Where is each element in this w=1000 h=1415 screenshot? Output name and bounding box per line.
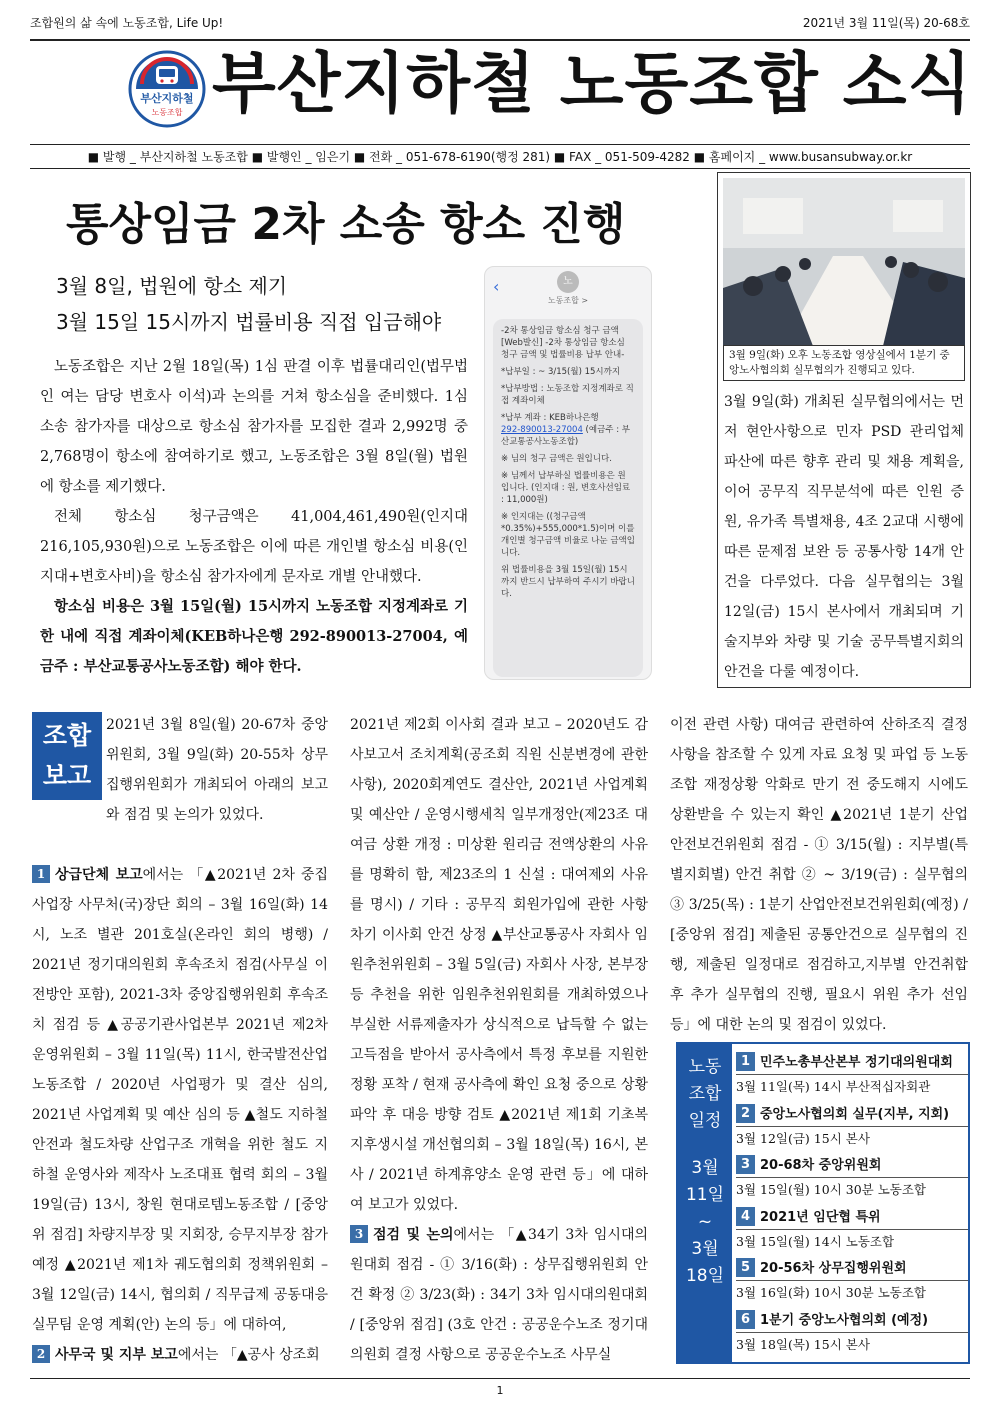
section-body-1: 에서는 「▲2021년 2차 중집 사업장 사무처(국)장단 회의 – 3월 16일(화) 14시, 노조 별관 201호실(온라인 회의 병행) / 2021년 정기대의원회 후속조치 점검(사무실 이전방안 포함), 2021-3차 중앙집행위원회 후속조치 점검 등 ▲공공기관사업본부 2021년 제2차 운영위원회 – 3월 11일(목) 11시, 한국발전산업노동조합 / 2020년 사업평가 및 결산 심의, 2021년 사업계획 및 예산 심의 등 ▲철도 지하철 안전과 철도차량 산업구조 개혁을 위한 철도 지하철 운영사와 제작사 노조대표 협력 회의 – 3월 19일(금) 13시, 창원 현대로템노동조합 / [중앙위 점검] 차량지부장 및 지회장, 승무지부장 참가 예정 ▲2021년 제1차 궤도협의회 정책위원회 – 3월 12일(금) 14시, 협의회 / 직무급제 공동대응 실무팀 운영 계획(안) 논의 등」에 대하여, xyxy=(32,867,328,1333)
section-body-3: 에서는 「▲34기 3차 임시대의원대회 점검 - ① 3/16(화) : 상무집행위원회 안건 확정 ② 3/23(화) : 34기 3차 임시대의원대회 / [중앙위 점검] (3호 안건 : 공공운수노조 정기대의원회 결정 사항으로 공공운수노조 사무실 xyxy=(350,1227,648,1363)
bottom-rule xyxy=(30,1378,970,1379)
publication-info: ■ 발행 _ 부산지하철 노동조합 ■ 발행인 _ 임은기 ■ 전화 _ 051-678-6190(행정 281) ■ FAX _ 051-509-4282 ■ 홈페이지 _ www.busansubway.or.kr xyxy=(30,144,970,169)
schedule-item xyxy=(736,1310,968,1362)
schedule-title: 중앙노사협의회 실무(지부, 지회) xyxy=(760,1106,950,1122)
sms-line: *납부 계좌 : KEB하나은행 xyxy=(501,413,599,423)
column-2-text: 2021년 제2회 이사회 결과 보고 – 2020년도 감사보고서 조치계획(공조회 직원 신분변경에 관한 사항), 2020회계연도 결산안, 2021년 사업계획 및 예산안 / 운영시행세칙 일부개정안(제23조 대여금 상환 개정 : 미상환 원리금 전액상환의 사유를 명확히 함, 제23조의 1 신설 : 대여제외 사유를 명시) / 기타 : 공무직 회원가입에 관한 사항 차기 이사회 안건 상정 ▲부산교통공사 자회사 임원추천위원회 – 3월 5일(금) 자회사 사장, 본부장 등 추천을 위한 임원추천위원회를 개최하였으나 부실한 서류제출자가 상식적으로 납득할 수 없는 고득점을 받아서 공사측에서 특정 후보를 지원한 정황 포착 / 현재 공사측에 확인 요청 중으로 상황 파악 후 대응 방향 검토 ▲2021년 제1회 기초복지후생시설 개선협의회 – 3월 18일(목) 16시, 본사 / 2021년 하계휴양소 운영 관련 등」에 대하여 보고가 있었다. xyxy=(350,717,648,1213)
section-title-1: 상급단체 보고 xyxy=(55,867,143,883)
union-schedule xyxy=(676,1042,970,1364)
schedule-detail: 3월 15일(월) 10시 30분 노동조합 xyxy=(736,1182,926,1197)
schedule-date: 18일 xyxy=(685,1266,725,1286)
sms-line: ※ 인지대는 ((청구금액*0.35%)+555,000*1.5)이며 이를 개인별 청구금액 비율로 나눈 금액입니다. xyxy=(501,512,635,558)
schedule-label: 일정 xyxy=(688,1111,722,1131)
schedule-title: 20-68차 중앙위원회 xyxy=(760,1158,882,1173)
report-label-1: 조합 xyxy=(42,721,92,750)
section-number-3: 3 xyxy=(350,1225,368,1243)
schedule-list xyxy=(736,1052,968,1361)
schedule-number: 6 xyxy=(736,1310,755,1329)
sms-line: ※ 님의 청구 금액은 원입니다. xyxy=(501,454,612,464)
headline: 통상임금 2차 소송 항소 진행 xyxy=(66,199,626,250)
account-link[interactable]: 292-890013-27004 xyxy=(501,425,583,435)
sms-bubble xyxy=(493,319,643,677)
section-title-3: 점검 및 논의 xyxy=(373,1227,454,1243)
lead-paragraph-2: 전체 항소심 청구금액은 41,004,461,490원(인지대 216,105,930원)으로 노동조합은 이에 따른 개인별 항소심 비용(인지대+변호사비)을 항소심 참가자에게 문자로 개별 안내했다. xyxy=(40,509,468,585)
schedule-item xyxy=(736,1207,968,1259)
logo-text-top: 부산지하철 xyxy=(140,92,194,105)
schedule-title: 20-56차 상무집행위원회 xyxy=(760,1261,907,1276)
schedule-item xyxy=(736,1155,968,1207)
schedule-date: 3월 xyxy=(691,1158,719,1178)
schedule-title: 2021년 임단협 특위 xyxy=(760,1209,881,1225)
schedule-title: 민주노총부산본부 정기대의원대회 xyxy=(760,1055,953,1070)
report-intro: 2021년 3월 8일(월) 20-67차 중앙위원회, 3월 9일(화) 20-55차 상무집행위원회가 개최되어 아래의 보고와 점검 및 논의가 있었다. xyxy=(106,717,328,823)
schedule-detail: 3월 12일(금) 15시 본사 xyxy=(736,1130,870,1146)
schedule-detail: 3월 16일(화) 10시 30분 노동조합 xyxy=(736,1285,926,1300)
schedule-detail: 3월 15일(월) 14시 노동조합 xyxy=(736,1233,895,1249)
report-column-3: 이전 관련 사항) 대여금 관련하여 산하조직 결정 사항을 참조할 수 있게 자료 요청 및 파업 등 노동조합 재정상황 악화로 만기 전 중도해지 시에도 상환받을 수 있는지 확인 ▲2021년 1분기 산업안전보건위원회 점검 - ① 3/15(월) : 지부별(특별지회별) 안건 취합 ② ~ 3/19(금) : 실무협의 ③ 3/25(목) : 1분기 산업안전보건위원회(예정) / [중앙위 점검] 제출된 공통안건으로 실무협의 진행, 제출된 일정대로 점검하고,지부별 안건취합 후 추가 실무협의 진행, 필요시 위원 추가 선임 등」에 대한 논의 및 점검이 있었다. xyxy=(670,717,968,1033)
report-label-2: 보고 xyxy=(42,761,92,790)
schedule-title: 1분기 중앙노사협의회 (예정) xyxy=(760,1312,929,1328)
schedule-label: 조합 xyxy=(688,1084,722,1104)
top-line xyxy=(30,14,970,41)
sms-line: *납부일 : ~ 3/15(월) 15시까지 xyxy=(501,367,621,377)
schedule-item xyxy=(736,1258,968,1310)
photo-sidebar xyxy=(717,172,971,688)
logo-text-bottom: 노동조합 xyxy=(151,108,183,117)
schedule-item xyxy=(736,1104,968,1156)
contact-avatar: 노 xyxy=(557,271,579,293)
issue-date: 2021년 3월 11일(목) 20-68호 xyxy=(802,16,970,30)
sms-line: 위 법률비용을 3월 15일(월) 15시까지 반드시 납부하여 주시기 바랍니다. xyxy=(501,565,635,599)
schedule-date: 3월 xyxy=(691,1239,719,1259)
schedule-side-label xyxy=(678,1044,732,1362)
lead-article xyxy=(40,352,468,682)
union-logo xyxy=(128,50,206,128)
slogan: 조합원의 삶 속에 노동조합, Life Up! xyxy=(30,16,224,30)
sms-line: *납부방법 : 노동조합 지정계좌로 직접 계좌이체 xyxy=(501,384,634,406)
account-holder: (예금주 : 부산교통공사노동조합) xyxy=(501,425,630,447)
schedule-detail: 3월 11일(목) 14시 부산적십자회관 xyxy=(736,1079,931,1094)
schedule-label: 노동 xyxy=(688,1057,722,1077)
schedule-number: 4 xyxy=(736,1207,755,1226)
page-number: 1 xyxy=(496,1384,504,1397)
back-arrow-icon: ‹ xyxy=(493,277,500,296)
schedule-detail: 3월 18일(목) 15시 본사 xyxy=(736,1336,870,1352)
sidebar-text: 3월 9일(화) 개최된 실무협의에서는 먼저 현안사항으로 민자 PSD 관리업체 파산에 따른 향후 관리 및 채용 계획을, 이어 공무직 직무분석에 따른 인원 증원, 유가족 특별채용, 4조 2교대 시행에 따른 문제점 보완 등 공통사항 14개 안건을 다루었다. 다음 실무협의는 3월 12일(금) 15시 본사에서 개최되며 기술지부와 차량 및 기술 공무특별지회의 안건을 다룰 예정이다. xyxy=(724,394,964,680)
sms-line: ※ 님께서 납부하실 법률비용은 원 입니다. (인지대 : 원, 변호사선임료 : 11,000원) xyxy=(501,471,631,505)
schedule-number: 1 xyxy=(736,1052,755,1071)
schedule-number: 5 xyxy=(736,1258,755,1277)
report-column-1 xyxy=(32,860,328,1370)
subhead-2: 3월 15일 15시까지 법률비용 직접 입금해야 xyxy=(56,310,442,334)
section-title-2: 사무국 및 지부 보고 xyxy=(55,1347,178,1363)
schedule-item xyxy=(736,1052,968,1104)
masthead-title: 부산지하철 노동조합 소식 xyxy=(212,45,973,122)
sms-header xyxy=(485,271,651,317)
subhead-1: 3월 8일, 법원에 항소 제기 xyxy=(56,274,288,298)
lead-paragraph-1: 노동조합은 지난 2월 18일(목) 1심 판결 이후 법률대리인(법무법인 여는 담당 변호사 이석)과 논의를 거쳐 항소심을 준비했다. 1심 소송 참가자를 대상으로 항소심 참가자를 모집한 결과 2,992명 중 2,768명이 항소에 참여하기로 했고, 노동조합은 3월 8일(월) 법원에 항소를 제기했다. xyxy=(40,359,468,495)
contact-name: 노동조합 > xyxy=(547,296,589,305)
sms-screenshot xyxy=(484,266,652,680)
schedule-date: ~ xyxy=(697,1212,713,1232)
section-number-1: 1 xyxy=(32,865,50,883)
schedule-date: 11일 xyxy=(685,1185,725,1205)
meeting-photo xyxy=(723,178,965,346)
schedule-number: 3 xyxy=(736,1155,755,1174)
sms-line: -2차 통상임금 항소심 청구 금액 [Web발신] -2차 통상임금 항소심 청구 금액 및 법률비용 납부 안내- xyxy=(501,326,625,360)
report-column-2 xyxy=(350,710,648,1370)
lead-paragraph-3: 항소심 비용은 3월 15일(월) 15시까지 노동조합 지정계좌로 기한 내에 직접 계좌이체(KEB하나은행 292-890013-27004, 예금주 : 부산교통공사노동조합) 해야 한다. xyxy=(40,598,468,675)
section-body-2: 에서는 「▲공사 상조회 xyxy=(177,1347,320,1363)
section-number-2: 2 xyxy=(32,1345,50,1363)
photo-caption: 3월 9일(화) 오후 노동조합 영상실에서 1분기 중앙노사협의회 실무협의가 진행되고 있다. xyxy=(723,345,965,381)
report-label xyxy=(32,712,102,800)
schedule-number: 2 xyxy=(736,1104,755,1123)
